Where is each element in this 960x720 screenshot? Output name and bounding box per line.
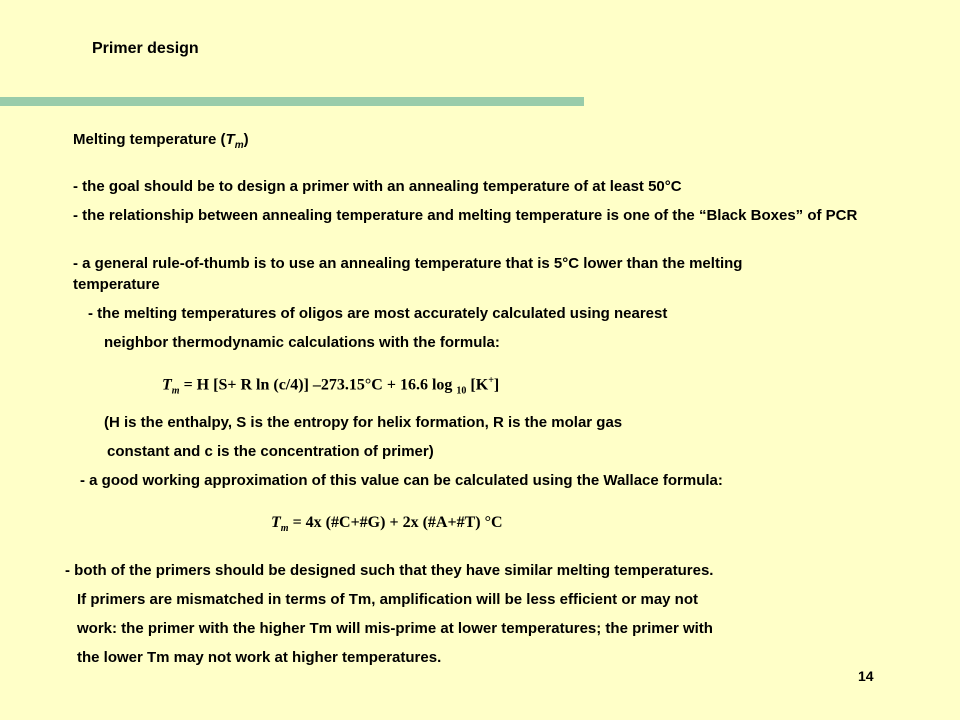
formula1-symbol: T <box>162 376 172 394</box>
page-number: 14 <box>858 668 874 684</box>
bullet-relationship: - the relationship between annealing temperature and melting temperature is one of the “Black Boxes” of PCR <box>73 207 858 224</box>
mismatch-line-3: the lower Tm may not work at higher temperatures. <box>77 649 442 666</box>
formula1-body: = H [S+ R ln (c/4)] –273.15°C + 16.6 log <box>179 376 457 394</box>
formula2-subscript: m <box>280 523 289 535</box>
explain-line-1: (H is the enthalpy, S is the entropy for helix formation, R is the molar gas <box>104 414 623 431</box>
explain-line-2: constant and c is the concentration of primer) <box>107 443 434 460</box>
heading-prefix: Melting temperature ( <box>73 131 226 148</box>
nearest-neighbor-formula <box>162 375 499 397</box>
mismatch-line-1: If primers are mismatched in terms of Tm, amplification will be less efficient or may not <box>77 591 698 608</box>
bullet-oligos-line-2: neighbor thermodynamic calculations with the formula: <box>104 334 500 351</box>
bullet-goal: - the goal should be to design a primer with an annealing temperature of at least 50°C <box>73 178 682 195</box>
formula1-tail-open: [K <box>466 376 489 394</box>
bullet-wallace: - a good working approximation of this value can be calculated using the Wallace formula: <box>80 472 723 489</box>
section-heading <box>73 131 249 151</box>
formula1-tail-close: ] <box>493 376 500 394</box>
wallace-formula <box>271 514 503 534</box>
heading-suffix: ) <box>243 131 249 148</box>
formula1-subscript: m <box>171 385 180 397</box>
mismatch-line-2: work: the primer with the higher Tm will mis-prime at lower temperatures; the primer with <box>77 620 713 637</box>
formula2-symbol: T <box>271 514 281 531</box>
bullet-rule-line-2: temperature <box>73 276 160 293</box>
bullet-similar: - both of the primers should be designed such that they have similar melting temperatures. <box>65 562 714 579</box>
heading-subscript: m <box>234 140 244 151</box>
formula1-superscript: + <box>488 375 494 386</box>
bullet-rule-line-1: - a general rule-of-thumb is to use an annealing temperature that is 5°C lower than the melting <box>73 255 743 272</box>
formula2-body: = 4x (#C+#G) + 2x (#A+#T) °C <box>288 514 503 531</box>
heading-symbol: T <box>225 131 235 148</box>
bullet-oligos-line-1: - the melting temperatures of oligos are most accurately calculated using nearest <box>88 305 668 322</box>
slide-title: Primer design <box>92 40 199 57</box>
title-divider <box>0 97 584 106</box>
formula1-log-base: 10 <box>456 385 467 397</box>
